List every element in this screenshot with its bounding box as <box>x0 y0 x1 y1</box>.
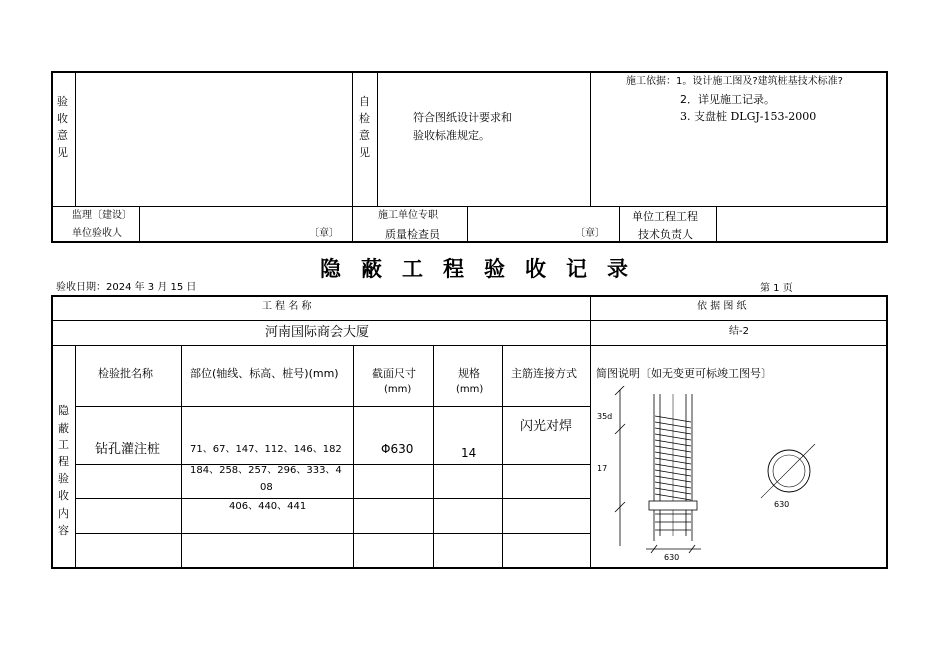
self-check-char: 自 <box>359 95 370 108</box>
sketch-label-35d: 35d <box>597 412 613 421</box>
col-spec-header: 规格 <box>458 367 480 380</box>
spec-value: 14 <box>461 446 477 460</box>
qc-label-line-1: 施工单位专职 <box>378 210 438 221</box>
side-label-char: 内 <box>58 507 69 520</box>
self-check-char: 意 <box>359 129 370 142</box>
basis-line-2: 2．详见施工记录。 <box>680 93 775 106</box>
acceptance-opinion-char: 见 <box>57 146 68 159</box>
sketch-label-630-bottom: 630 <box>664 553 680 562</box>
col-spec-unit: (mm) <box>456 384 484 395</box>
side-label-char: 收 <box>58 489 69 502</box>
col-connection-header: 主筋连接方式 <box>511 367 577 380</box>
col-section-unit: (mm) <box>384 384 412 395</box>
col-batch-header: 检验批名称 <box>98 367 153 380</box>
location-line-1: 71、67、147、112、146、182 <box>190 444 342 455</box>
drawing-number: 结-2 <box>729 326 749 337</box>
page-number: 第 1 页 <box>760 283 793 294</box>
side-label-char: 隐 <box>58 404 69 417</box>
project-name-header: 工 程 名 称 <box>262 301 312 312</box>
supervisor-label-line-2: 单位验收人 <box>72 228 122 239</box>
col-sketch-header: 简图说明〔如无变更可标竣工图号〕 <box>596 367 772 380</box>
side-label-char: 验 <box>58 472 69 485</box>
acceptance-opinion-char: 意 <box>57 129 68 142</box>
location-line-2: 184、258、257、296、333、4 <box>190 465 342 476</box>
basis-line-3: 3. 支盘桩 DLGJ-153-2000 <box>680 110 817 123</box>
self-check-text-line-1: 符合图纸设计要求和 <box>413 111 512 124</box>
location-line-3: 08 <box>260 482 273 493</box>
page-title: 隐蔽工程验收记录 <box>320 257 648 281</box>
side-label-char: 工 <box>58 438 69 451</box>
side-label-char: 蔽 <box>58 422 69 435</box>
drawing-basis-header: 依 据 图 纸 <box>697 301 747 312</box>
col-location-header: 部位(轴线、标高、桩号)(mm) <box>190 367 339 380</box>
col-section-header: 截面尺寸 <box>372 367 416 380</box>
side-label-char: 容 <box>58 524 69 537</box>
acceptance-opinion-char: 验 <box>57 95 68 108</box>
section-size: Φ630 <box>381 442 414 456</box>
seal-1: 〔章〕 <box>309 228 339 239</box>
acceptance-opinion-char: 收 <box>57 112 68 125</box>
project-name: 河南国际商会大厦 <box>265 325 370 340</box>
basis-line-1: 施工依据：1。设计施工图及?建筑桩基技术标准? <box>626 76 843 87</box>
location-line-4: 406、440、441 <box>229 501 307 512</box>
sketch-label-17: 17 <box>597 464 608 473</box>
seal-2: 〔章〕 <box>575 228 605 239</box>
acceptance-date: 验收日期：2024 年 3 月 15 日 <box>56 282 197 293</box>
connection-method: 闪光对焊 <box>520 419 573 434</box>
sketch-label-630-circle: 630 <box>774 500 790 509</box>
side-label-char: 程 <box>58 455 69 468</box>
self-check-char: 见 <box>359 146 370 159</box>
pile-sketch <box>591 386 886 567</box>
self-check-text-line-2: 验收标准规定。 <box>413 129 490 142</box>
self-check-char: 检 <box>359 112 370 125</box>
tech-lead-label-line-1: 单位工程工程 <box>632 210 698 223</box>
batch-name: 钻孔灌注桩 <box>95 442 161 457</box>
qc-label-line-2: 质量检查员 <box>385 228 440 241</box>
supervisor-label-line-1: 监理〔建设〕 <box>72 210 132 221</box>
tech-lead-label-line-2: 技术负责人 <box>638 228 693 241</box>
